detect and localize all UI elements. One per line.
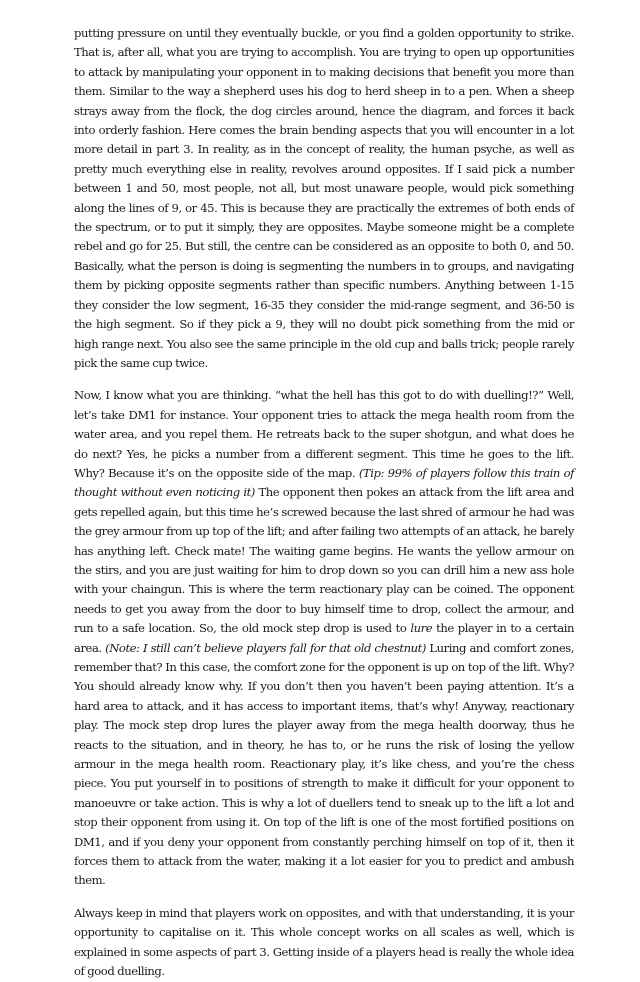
tip-note: (Tip: 99% of players follow this train of thought without even noticing it) <box>74 465 574 500</box>
paragraph-text: Now, I know what you are thinking. “what the hell has this got to do with duelling!?” Well, let’s take DM1 for instance. Your opponent tries to attack the mega health room from the water area, and you repel them. He retreats back to the super shotgun, and what does he do next? Yes, he picks a number from a different segment. This time he goes to the lift. Why? Because it’s on the opposite side of the map. <box>74 388 574 480</box>
document-page <box>74 24 574 982</box>
paragraph-dm1-example <box>74 386 574 891</box>
chestnut-note: (Note: I still can’t believe players fall for that old chestnut) <box>105 640 426 655</box>
paragraph-text: putting pressure on until they eventually buckle, or you find a golden opportunity to strike. That is, after all, what you are trying to accomplish. You are trying to open up opportunities to attack by manipulating your opponent in to making decisions that benefit you more than them. Similar to the way a shepherd uses his dog to herd sheep in to a pen. When a sheep strays away from the flock, the dog circles around, hence the diagram, and forces it back into orderly fashion. Here comes the brain bending aspects that you will encounter in a lot more detail in part 3. In reality, as in the concept of reality, the human psyche, as well as pretty much everything else in reality, revolves around opposites. If I said pick a number between 1 and 50, most people, not all, but most unaware people, would pick something along the lines of 9, or 45. This is because they are practically the extremes of both ends of the spectrum, or to put it simply, they are opposites. Maybe someone might be a complete rebel and go for 25. But still, the centre can be considered as an opposite to both 0, and 50. Basically, what the person is doing is segmenting the numbers in to groups, and navigating them by picking opposite segments rather than specific numbers. Anything between 1-15 they consider the low segment, 16-35 they consider the mid-range segment, and 36-50 is the high segment. So if they pick a 9, they will no doubt pick something from the mid or high range next. You also see the same principle in the old cup and balls trick; people rarely pick the same cup twice. <box>74 26 574 370</box>
paragraph-opposites-intro <box>74 24 574 373</box>
paragraph-conclusion <box>74 904 574 982</box>
paragraph-text: Always keep in mind that players work on opposites, and with that understanding, it is your opportunity to capitalise on it. This whole concept works on all scales as well, which is explained in some aspects of part 3. Getting inside of a players head is really the whole idea of good duelling. <box>74 905 574 979</box>
paragraph-text: The opponent then pokes an attack from the lift area and gets repelled again, but this time he’s screwed because the last shred of armour he had was the grey armour from up top of the lift; and after failing two attempts of an attack, he barely has anything left. Check mate! The waiting game begins. He wants the yellow armour on the stirs, and you are just waiting for him to drop down so you can drill him a new ass hole with your chaingun. This is where the term reactionary play can be coined. The opponent needs to get you away from the door to buy himself time to drop, collect the armour, and run to a safe location. So, the old mock step drop is used to <box>74 485 575 636</box>
paragraph-text: Luring and comfort zones, remember that? In this case, the comfort zone for the opponent is up on top of the lift. Why? You should already know why. If you don’t then you haven’t been paying attention. It’s a hard area to attack, and it has access to important items, that’s why! Anyway, reactionary play. The mock step drop lures the player away from the mega health doorway, thus he reacts to the situation, and in theory, he has to, or he runs the risk of losing the yellow armour in the mega health room. Reactionary play, it’s like chess, and you’re the chess piece. You put yourself in to positions of strength to make it difficult for your opponent to manoeuvre or take action. This is why a lot of duellers tend to sneak up to the lift a lot and stop their opponent from using it. On top of the lift is one of the most fortified positions on DM1, and if you deny your opponent from constantly perching himself on top of it, then it forces them to attack from the water, making it a lot easier for you to predict and ambush them. <box>74 640 575 888</box>
emphasis-lure: lure <box>410 621 433 636</box>
paragraph-text: the player in to a certain area. <box>74 621 575 655</box>
